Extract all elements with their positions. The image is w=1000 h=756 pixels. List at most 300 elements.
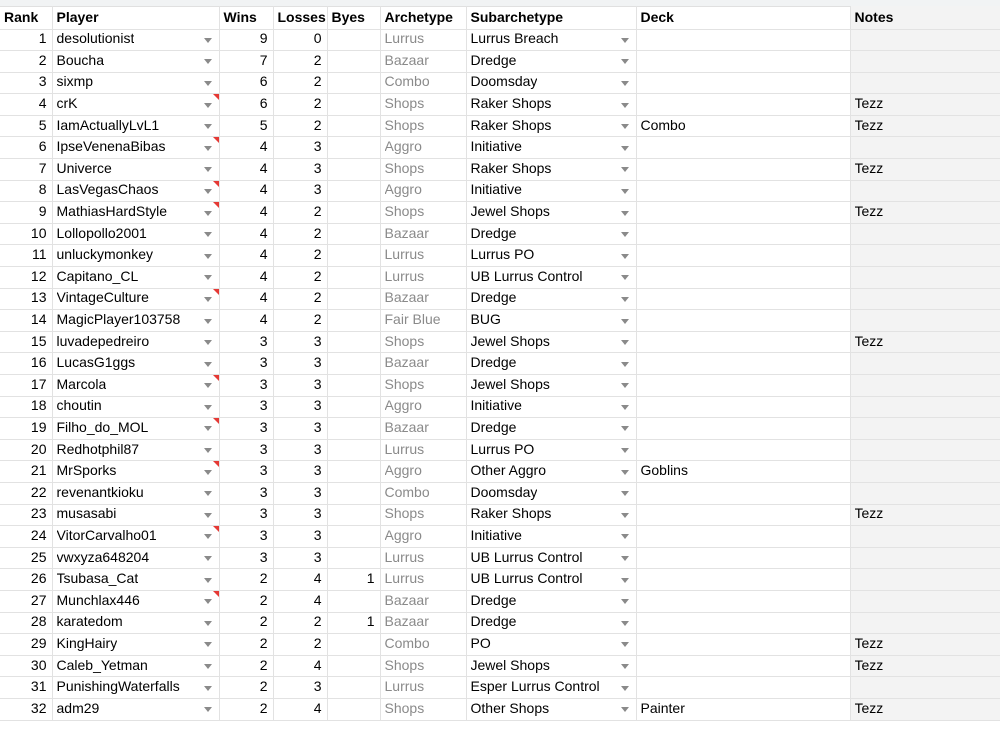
rank-cell[interactable] — [0, 482, 52, 504]
chevron-down-icon[interactable] — [204, 81, 212, 86]
byes-cell[interactable] — [327, 310, 380, 332]
player-cell[interactable] — [52, 439, 219, 461]
deck-cell[interactable] — [636, 677, 850, 699]
rank-cell[interactable] — [0, 51, 52, 73]
rank-cell[interactable] — [0, 677, 52, 699]
player-cell[interactable] — [52, 461, 219, 483]
losses-cell[interactable] — [273, 353, 327, 375]
player-cell[interactable] — [52, 526, 219, 548]
rank-cell[interactable] — [0, 223, 52, 245]
archetype-cell[interactable] — [380, 590, 466, 612]
losses-cell[interactable] — [273, 310, 327, 332]
rank-cell[interactable] — [0, 634, 52, 656]
deck-cell[interactable] — [636, 504, 850, 526]
chevron-down-icon[interactable] — [204, 405, 212, 410]
chevron-down-icon[interactable] — [204, 59, 212, 64]
chevron-down-icon[interactable] — [204, 470, 212, 475]
chevron-down-icon[interactable] — [204, 211, 212, 216]
notes-cell[interactable] — [850, 72, 1000, 94]
archetype-cell[interactable] — [380, 29, 466, 51]
player-cell[interactable] — [52, 267, 219, 289]
subarchetype-cell[interactable] — [466, 677, 636, 699]
chevron-down-icon[interactable] — [204, 383, 212, 388]
wins-cell[interactable] — [219, 331, 273, 353]
wins-cell[interactable] — [219, 159, 273, 181]
losses-cell[interactable] — [273, 51, 327, 73]
losses-cell[interactable] — [273, 461, 327, 483]
chevron-down-icon[interactable] — [204, 340, 212, 345]
player-cell[interactable] — [52, 418, 219, 440]
losses-cell[interactable] — [273, 504, 327, 526]
losses-cell[interactable] — [273, 159, 327, 181]
deck-cell[interactable] — [636, 72, 850, 94]
byes-cell[interactable] — [327, 288, 380, 310]
archetype-cell[interactable] — [380, 288, 466, 310]
losses-cell[interactable] — [273, 288, 327, 310]
byes-cell[interactable] — [327, 353, 380, 375]
rank-cell[interactable] — [0, 526, 52, 548]
byes-cell[interactable] — [327, 223, 380, 245]
chevron-down-icon[interactable] — [621, 491, 629, 496]
rank-cell[interactable] — [0, 29, 52, 51]
chevron-down-icon[interactable] — [204, 578, 212, 583]
player-cell[interactable] — [52, 288, 219, 310]
notes-cell[interactable] — [850, 526, 1000, 548]
chevron-down-icon[interactable] — [204, 103, 212, 108]
losses-cell[interactable] — [273, 655, 327, 677]
notes-cell[interactable] — [850, 655, 1000, 677]
deck-cell[interactable] — [636, 180, 850, 202]
rank-cell[interactable] — [0, 547, 52, 569]
archetype-cell[interactable] — [380, 677, 466, 699]
notes-cell[interactable] — [850, 310, 1000, 332]
deck-cell[interactable] — [636, 634, 850, 656]
losses-cell[interactable] — [273, 590, 327, 612]
rank-cell[interactable] — [0, 569, 52, 591]
byes-cell[interactable] — [327, 331, 380, 353]
chevron-down-icon[interactable] — [621, 599, 629, 604]
player-cell[interactable] — [52, 547, 219, 569]
chevron-down-icon[interactable] — [621, 513, 629, 518]
archetype-cell[interactable] — [380, 612, 466, 634]
wins-cell[interactable] — [219, 223, 273, 245]
losses-cell[interactable] — [273, 202, 327, 224]
chevron-down-icon[interactable] — [204, 146, 212, 151]
archetype-cell[interactable] — [380, 396, 466, 418]
notes-cell[interactable] — [850, 94, 1000, 116]
archetype-cell[interactable] — [380, 504, 466, 526]
notes-cell[interactable] — [850, 677, 1000, 699]
wins-cell[interactable] — [219, 526, 273, 548]
archetype-cell[interactable] — [380, 655, 466, 677]
byes-cell[interactable] — [327, 267, 380, 289]
notes-cell[interactable] — [850, 634, 1000, 656]
archetype-cell[interactable] — [380, 202, 466, 224]
notes-cell[interactable] — [850, 396, 1000, 418]
subarchetype-cell[interactable] — [466, 159, 636, 181]
losses-cell[interactable] — [273, 267, 327, 289]
comment-marker-icon[interactable] — [213, 94, 219, 100]
subarchetype-cell[interactable] — [466, 94, 636, 116]
chevron-down-icon[interactable] — [621, 642, 629, 647]
subarchetype-cell[interactable] — [466, 51, 636, 73]
archetype-cell[interactable] — [380, 267, 466, 289]
subarchetype-cell[interactable] — [466, 310, 636, 332]
deck-cell[interactable] — [636, 461, 850, 483]
archetype-cell[interactable] — [380, 159, 466, 181]
chevron-down-icon[interactable] — [204, 232, 212, 237]
chevron-down-icon[interactable] — [621, 103, 629, 108]
chevron-down-icon[interactable] — [621, 59, 629, 64]
comment-marker-icon[interactable] — [213, 202, 219, 208]
byes-cell[interactable] — [327, 482, 380, 504]
subarchetype-cell[interactable] — [466, 526, 636, 548]
player-cell[interactable] — [52, 137, 219, 159]
wins-cell[interactable] — [219, 245, 273, 267]
wins-cell[interactable] — [219, 418, 273, 440]
chevron-down-icon[interactable] — [621, 664, 629, 669]
notes-cell[interactable] — [850, 418, 1000, 440]
subarchetype-cell[interactable] — [466, 115, 636, 137]
chevron-down-icon[interactable] — [621, 297, 629, 302]
archetype-cell[interactable] — [380, 526, 466, 548]
subarchetype-cell[interactable] — [466, 202, 636, 224]
chevron-down-icon[interactable] — [204, 686, 212, 691]
chevron-down-icon[interactable] — [204, 491, 212, 496]
losses-cell[interactable] — [273, 612, 327, 634]
wins-cell[interactable] — [219, 504, 273, 526]
chevron-down-icon[interactable] — [621, 621, 629, 626]
player-cell[interactable] — [52, 655, 219, 677]
wins-cell[interactable] — [219, 94, 273, 116]
deck-cell[interactable] — [636, 245, 850, 267]
wins-cell[interactable] — [219, 482, 273, 504]
archetype-cell[interactable] — [380, 482, 466, 504]
comment-marker-icon[interactable] — [213, 181, 219, 187]
chevron-down-icon[interactable] — [621, 81, 629, 86]
chevron-down-icon[interactable] — [621, 556, 629, 561]
notes-cell[interactable] — [850, 51, 1000, 73]
notes-cell[interactable] — [850, 223, 1000, 245]
rank-cell[interactable] — [0, 612, 52, 634]
archetype-cell[interactable] — [380, 245, 466, 267]
player-cell[interactable] — [52, 72, 219, 94]
wins-cell[interactable] — [219, 461, 273, 483]
chevron-down-icon[interactable] — [204, 556, 212, 561]
deck-cell[interactable] — [636, 418, 850, 440]
wins-cell[interactable] — [219, 202, 273, 224]
chevron-down-icon[interactable] — [204, 707, 212, 712]
notes-cell[interactable] — [850, 482, 1000, 504]
header-archetype[interactable]: Archetype — [380, 6, 466, 29]
losses-cell[interactable] — [273, 396, 327, 418]
wins-cell[interactable] — [219, 396, 273, 418]
player-cell[interactable] — [52, 504, 219, 526]
deck-cell[interactable] — [636, 115, 850, 137]
deck-cell[interactable] — [636, 29, 850, 51]
deck-cell[interactable] — [636, 94, 850, 116]
losses-cell[interactable] — [273, 331, 327, 353]
rank-cell[interactable] — [0, 159, 52, 181]
losses-cell[interactable] — [273, 115, 327, 137]
header-rank[interactable]: Rank — [0, 6, 52, 29]
chevron-down-icon[interactable] — [621, 232, 629, 237]
losses-cell[interactable] — [273, 137, 327, 159]
header-wins[interactable]: Wins — [219, 6, 273, 29]
subarchetype-cell[interactable] — [466, 482, 636, 504]
subarchetype-cell[interactable] — [466, 612, 636, 634]
subarchetype-cell[interactable] — [466, 245, 636, 267]
subarchetype-cell[interactable] — [466, 547, 636, 569]
wins-cell[interactable] — [219, 72, 273, 94]
archetype-cell[interactable] — [380, 461, 466, 483]
archetype-cell[interactable] — [380, 547, 466, 569]
losses-cell[interactable] — [273, 634, 327, 656]
wins-cell[interactable] — [219, 137, 273, 159]
chevron-down-icon[interactable] — [621, 426, 629, 431]
chevron-down-icon[interactable] — [204, 664, 212, 669]
archetype-cell[interactable] — [380, 180, 466, 202]
subarchetype-cell[interactable] — [466, 396, 636, 418]
player-cell[interactable] — [52, 569, 219, 591]
notes-cell[interactable] — [850, 202, 1000, 224]
byes-cell[interactable] — [327, 396, 380, 418]
subarchetype-cell[interactable] — [466, 288, 636, 310]
losses-cell[interactable] — [273, 526, 327, 548]
notes-cell[interactable] — [850, 288, 1000, 310]
subarchetype-cell[interactable] — [466, 375, 636, 397]
subarchetype-cell[interactable] — [466, 655, 636, 677]
notes-cell[interactable] — [850, 569, 1000, 591]
wins-cell[interactable] — [219, 590, 273, 612]
notes-cell[interactable] — [850, 267, 1000, 289]
notes-cell[interactable] — [850, 29, 1000, 51]
losses-cell[interactable] — [273, 94, 327, 116]
losses-cell[interactable] — [273, 245, 327, 267]
wins-cell[interactable] — [219, 310, 273, 332]
deck-cell[interactable] — [636, 353, 850, 375]
archetype-cell[interactable] — [380, 418, 466, 440]
notes-cell[interactable] — [850, 159, 1000, 181]
chevron-down-icon[interactable] — [621, 383, 629, 388]
byes-cell[interactable] — [327, 504, 380, 526]
archetype-cell[interactable] — [380, 375, 466, 397]
subarchetype-cell[interactable] — [466, 72, 636, 94]
player-cell[interactable] — [52, 51, 219, 73]
player-cell[interactable] — [52, 180, 219, 202]
player-cell[interactable] — [52, 677, 219, 699]
chevron-down-icon[interactable] — [204, 38, 212, 43]
player-cell[interactable] — [52, 115, 219, 137]
wins-cell[interactable] — [219, 439, 273, 461]
notes-cell[interactable] — [850, 180, 1000, 202]
archetype-cell[interactable] — [380, 439, 466, 461]
notes-cell[interactable] — [850, 439, 1000, 461]
byes-cell[interactable] — [327, 655, 380, 677]
notes-cell[interactable] — [850, 698, 1000, 720]
losses-cell[interactable] — [273, 439, 327, 461]
subarchetype-cell[interactable] — [466, 180, 636, 202]
archetype-cell[interactable] — [380, 634, 466, 656]
comment-marker-icon[interactable] — [213, 526, 219, 532]
byes-cell[interactable] — [327, 547, 380, 569]
comment-marker-icon[interactable] — [213, 375, 219, 381]
wins-cell[interactable] — [219, 655, 273, 677]
losses-cell[interactable] — [273, 698, 327, 720]
chevron-down-icon[interactable] — [621, 189, 629, 194]
subarchetype-cell[interactable] — [466, 223, 636, 245]
chevron-down-icon[interactable] — [621, 534, 629, 539]
byes-cell[interactable] — [327, 115, 380, 137]
chevron-down-icon[interactable] — [621, 578, 629, 583]
archetype-cell[interactable] — [380, 310, 466, 332]
chevron-down-icon[interactable] — [204, 124, 212, 129]
subarchetype-cell[interactable] — [466, 29, 636, 51]
wins-cell[interactable] — [219, 612, 273, 634]
chevron-down-icon[interactable] — [621, 124, 629, 129]
rank-cell[interactable] — [0, 288, 52, 310]
wins-cell[interactable] — [219, 698, 273, 720]
byes-cell[interactable] — [327, 94, 380, 116]
chevron-down-icon[interactable] — [621, 254, 629, 259]
byes-cell[interactable] — [327, 245, 380, 267]
header-notes[interactable]: Notes — [850, 6, 1000, 29]
archetype-cell[interactable] — [380, 353, 466, 375]
losses-cell[interactable] — [273, 482, 327, 504]
deck-cell[interactable] — [636, 310, 850, 332]
deck-cell[interactable] — [636, 439, 850, 461]
deck-cell[interactable] — [636, 396, 850, 418]
notes-cell[interactable] — [850, 461, 1000, 483]
rank-cell[interactable] — [0, 375, 52, 397]
byes-cell[interactable] — [327, 51, 380, 73]
archetype-cell[interactable] — [380, 72, 466, 94]
archetype-cell[interactable] — [380, 94, 466, 116]
chevron-down-icon[interactable] — [204, 167, 212, 172]
player-cell[interactable] — [52, 310, 219, 332]
chevron-down-icon[interactable] — [621, 38, 629, 43]
deck-cell[interactable] — [636, 159, 850, 181]
subarchetype-cell[interactable] — [466, 267, 636, 289]
deck-cell[interactable] — [636, 698, 850, 720]
wins-cell[interactable] — [219, 29, 273, 51]
chevron-down-icon[interactable] — [204, 189, 212, 194]
losses-cell[interactable] — [273, 72, 327, 94]
player-cell[interactable] — [52, 29, 219, 51]
chevron-down-icon[interactable] — [204, 319, 212, 324]
notes-cell[interactable] — [850, 353, 1000, 375]
rank-cell[interactable] — [0, 202, 52, 224]
rank-cell[interactable] — [0, 590, 52, 612]
deck-cell[interactable] — [636, 288, 850, 310]
rank-cell[interactable] — [0, 180, 52, 202]
deck-cell[interactable] — [636, 590, 850, 612]
player-cell[interactable] — [52, 396, 219, 418]
subarchetype-cell[interactable] — [466, 590, 636, 612]
notes-cell[interactable] — [850, 547, 1000, 569]
wins-cell[interactable] — [219, 115, 273, 137]
rank-cell[interactable] — [0, 396, 52, 418]
notes-cell[interactable] — [850, 590, 1000, 612]
deck-cell[interactable] — [636, 331, 850, 353]
notes-cell[interactable] — [850, 331, 1000, 353]
deck-cell[interactable] — [636, 137, 850, 159]
player-cell[interactable] — [52, 245, 219, 267]
subarchetype-cell[interactable] — [466, 353, 636, 375]
comment-marker-icon[interactable] — [213, 461, 219, 467]
deck-cell[interactable] — [636, 202, 850, 224]
wins-cell[interactable] — [219, 569, 273, 591]
wins-cell[interactable] — [219, 353, 273, 375]
wins-cell[interactable] — [219, 634, 273, 656]
chevron-down-icon[interactable] — [621, 340, 629, 345]
archetype-cell[interactable] — [380, 331, 466, 353]
chevron-down-icon[interactable] — [204, 534, 212, 539]
header-byes[interactable]: Byes — [327, 6, 380, 29]
player-cell[interactable] — [52, 612, 219, 634]
rank-cell[interactable] — [0, 504, 52, 526]
notes-cell[interactable] — [850, 245, 1000, 267]
notes-cell[interactable] — [850, 504, 1000, 526]
comment-marker-icon[interactable] — [213, 418, 219, 424]
comment-marker-icon[interactable] — [213, 289, 219, 295]
losses-cell[interactable] — [273, 29, 327, 51]
deck-cell[interactable] — [636, 526, 850, 548]
chevron-down-icon[interactable] — [621, 405, 629, 410]
byes-cell[interactable] — [327, 137, 380, 159]
chevron-down-icon[interactable] — [204, 513, 212, 518]
chevron-down-icon[interactable] — [204, 362, 212, 367]
wins-cell[interactable] — [219, 51, 273, 73]
subarchetype-cell[interactable] — [466, 634, 636, 656]
rank-cell[interactable] — [0, 439, 52, 461]
wins-cell[interactable] — [219, 547, 273, 569]
chevron-down-icon[interactable] — [204, 599, 212, 604]
rank-cell[interactable] — [0, 698, 52, 720]
rank-cell[interactable] — [0, 310, 52, 332]
deck-cell[interactable] — [636, 482, 850, 504]
rank-cell[interactable] — [0, 461, 52, 483]
comment-marker-icon[interactable] — [213, 591, 219, 597]
chevron-down-icon[interactable] — [204, 254, 212, 259]
chevron-down-icon[interactable] — [621, 448, 629, 453]
subarchetype-cell[interactable] — [466, 418, 636, 440]
losses-cell[interactable] — [273, 223, 327, 245]
header-player[interactable]: Player — [52, 6, 219, 29]
header-subarchetype[interactable]: Subarchetype — [466, 6, 636, 29]
subarchetype-cell[interactable] — [466, 698, 636, 720]
deck-cell[interactable] — [636, 267, 850, 289]
deck-cell[interactable] — [636, 375, 850, 397]
byes-cell[interactable] — [327, 612, 380, 634]
chevron-down-icon[interactable] — [204, 297, 212, 302]
chevron-down-icon[interactable] — [621, 686, 629, 691]
header-deck[interactable]: Deck — [636, 6, 850, 29]
subarchetype-cell[interactable] — [466, 504, 636, 526]
archetype-cell[interactable] — [380, 698, 466, 720]
rank-cell[interactable] — [0, 353, 52, 375]
archetype-cell[interactable] — [380, 115, 466, 137]
player-cell[interactable] — [52, 634, 219, 656]
subarchetype-cell[interactable] — [466, 439, 636, 461]
rank-cell[interactable] — [0, 72, 52, 94]
player-cell[interactable] — [52, 353, 219, 375]
rank-cell[interactable] — [0, 418, 52, 440]
deck-cell[interactable] — [636, 51, 850, 73]
player-cell[interactable] — [52, 223, 219, 245]
subarchetype-cell[interactable] — [466, 461, 636, 483]
byes-cell[interactable] — [327, 590, 380, 612]
